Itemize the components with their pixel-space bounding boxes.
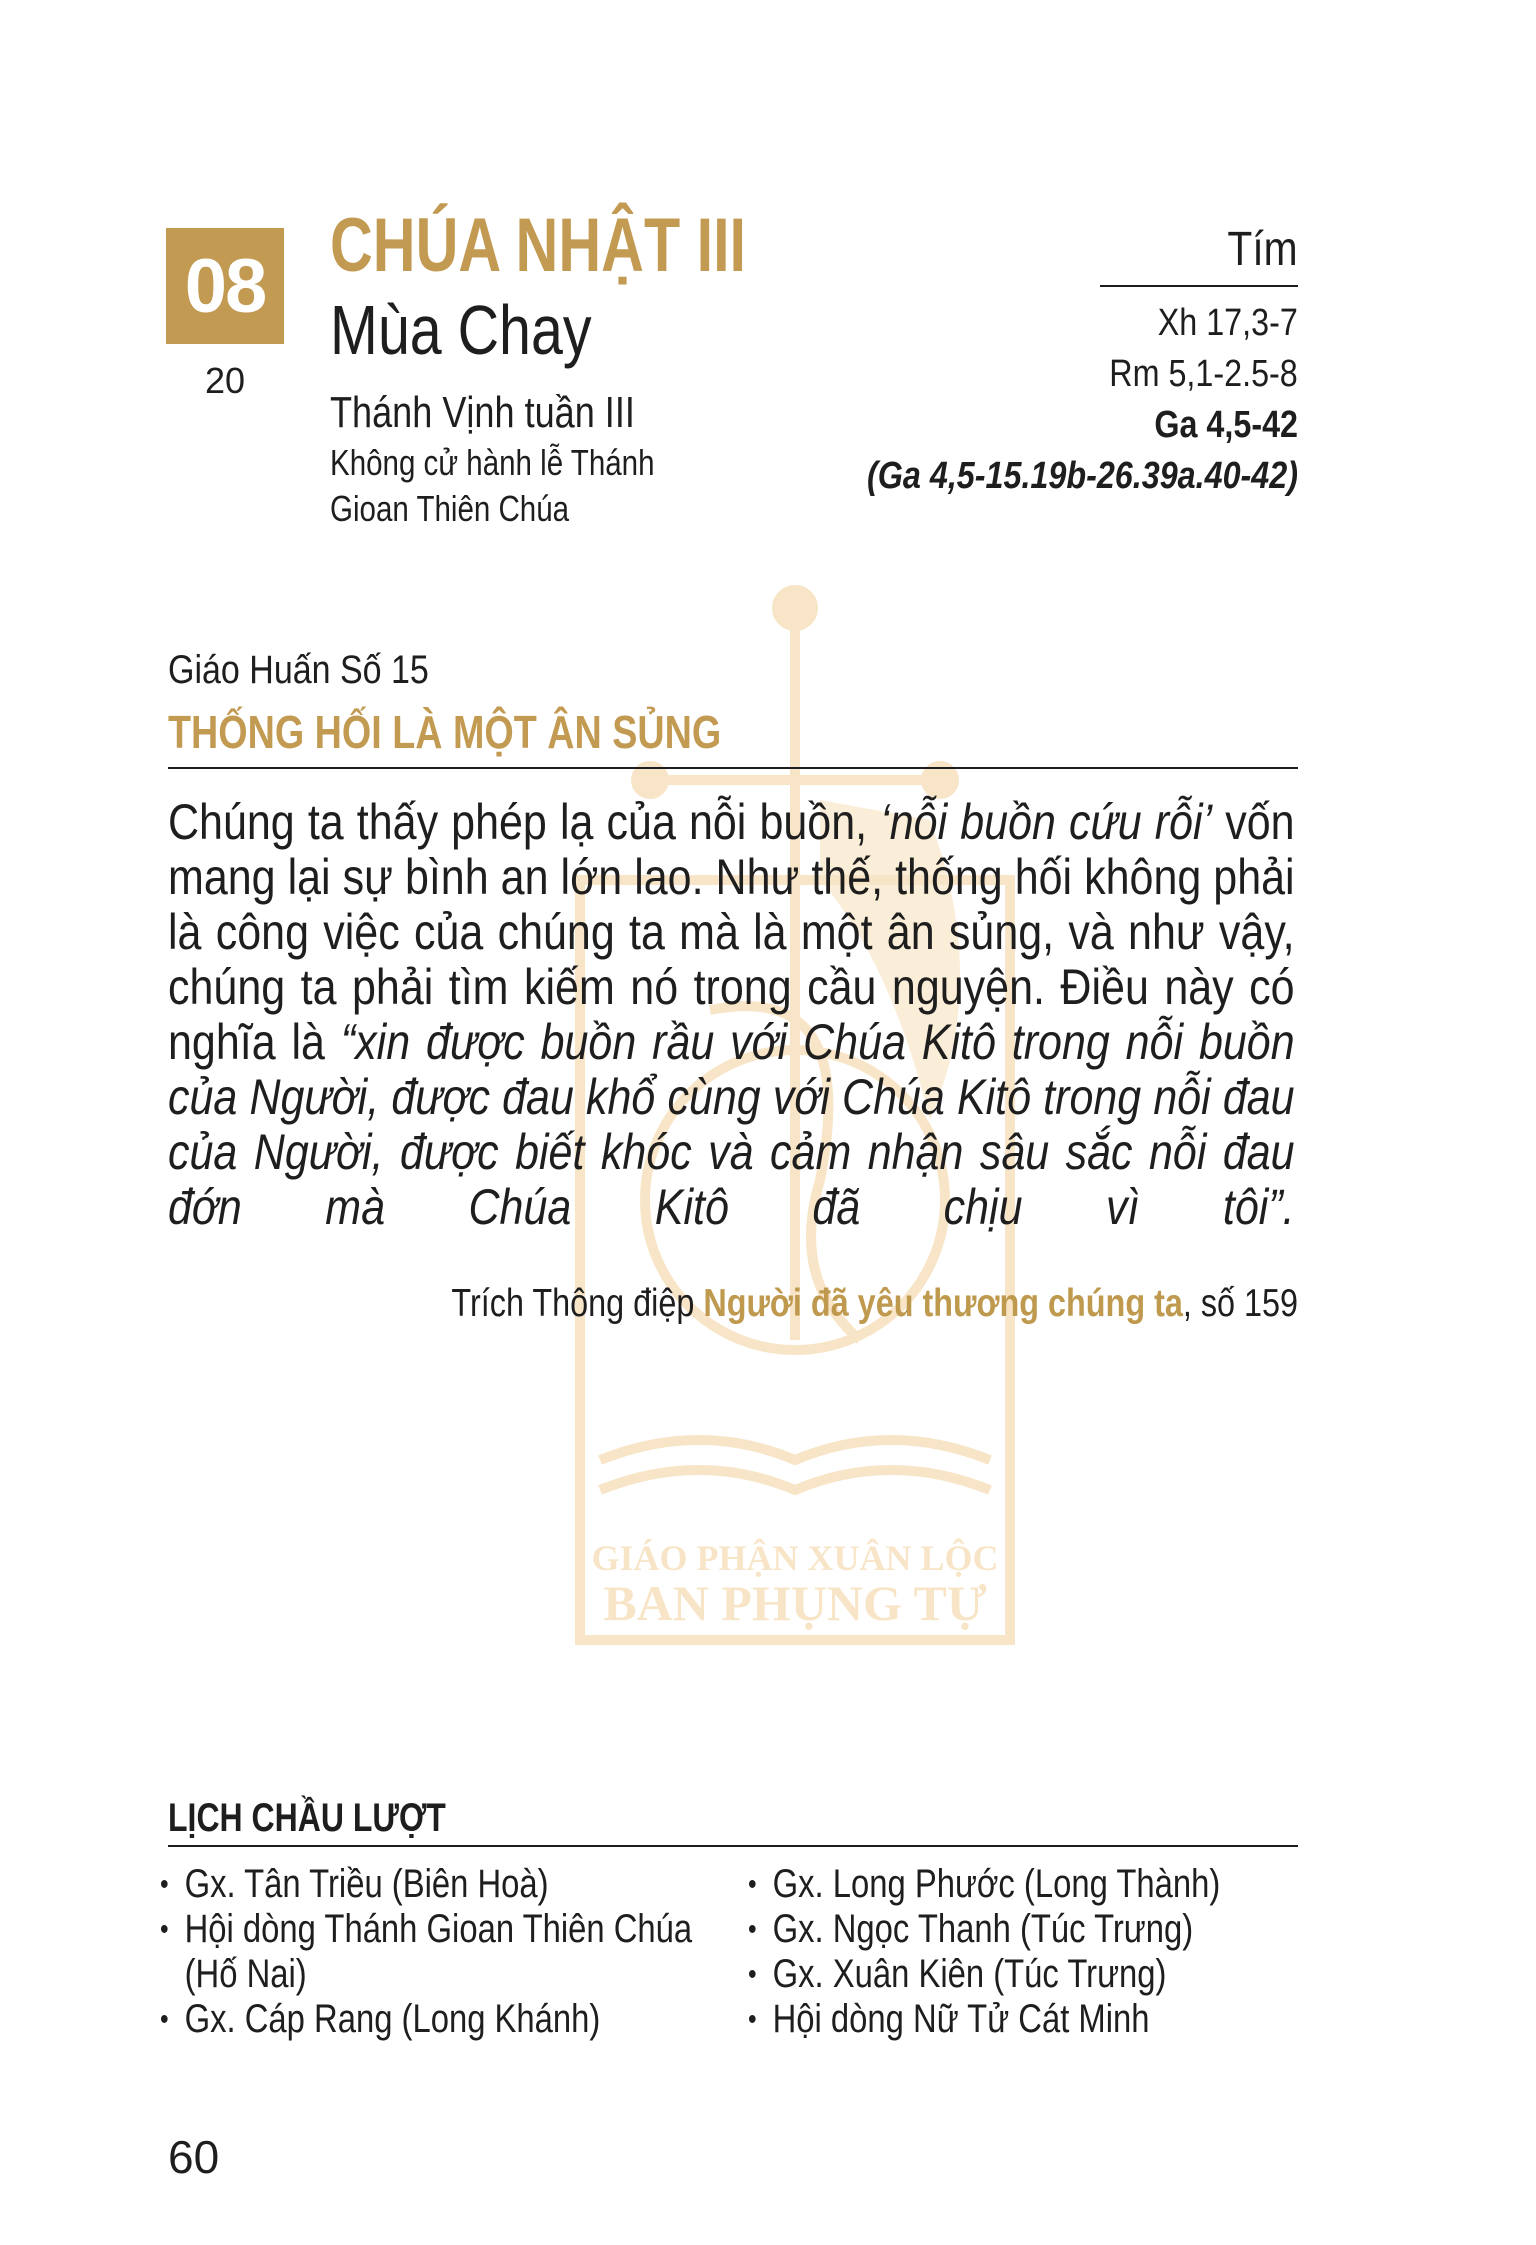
day-number: 08 xyxy=(184,243,266,329)
citation-title: Người đã yêu thương chúng ta xyxy=(703,1282,1183,1325)
feast-note: Không cử hành lễ Thánh Gioan Thiên Chúa xyxy=(330,442,655,529)
reading-second: Rm 5,1-2.5-8 xyxy=(1109,353,1298,395)
lesson-title: THỐNG HỐI LÀ MỘT ÂN SỦNG xyxy=(168,706,722,758)
watermark-line1: GIÁO PHẬN XUÂN LỘC xyxy=(591,1538,999,1578)
lesson-text-italic1: ‘nỗi buồn cứu rỗi’ xyxy=(880,794,1213,850)
week-number: 20 xyxy=(205,360,246,401)
roster-left xyxy=(160,1862,692,2042)
list-item: • Gx. Ngọc Thanh (Túc Trưng) xyxy=(748,1907,1220,1952)
roster-right xyxy=(748,1862,1220,2042)
citation-prefix: Trích Thông điệp xyxy=(451,1282,704,1325)
roster-title: LỊCH CHẦU LƯỢT xyxy=(168,1796,446,1840)
list-item: • Gx. Xuân Kiên (Túc Trưng) xyxy=(748,1952,1220,1997)
citation xyxy=(451,1282,1298,1326)
day-badge xyxy=(166,228,284,344)
lesson-text-part1: Chúng ta thấy phép lạ của nỗi buồn, xyxy=(168,794,881,850)
color-divider xyxy=(1100,285,1298,287)
lesson-text-part2: vốn mang lại sự bình an lớn lao. Như thế, thống hối không phải là công việc của chúng ta mà là một ân sủng, và như vậy, chúng ta phải tìm kiếm nó trong cầu nguyện. Điều này có nghĩa là xyxy=(168,794,1295,1070)
list-item: • Gx. Cáp Rang (Long Khánh) xyxy=(160,1997,692,2042)
watermark-line2: BAN PHỤNG TỰ xyxy=(603,1575,987,1631)
list-item-continued: (Hố Nai) xyxy=(184,1952,307,1996)
psalter-week: Thánh Vịnh tuần III xyxy=(330,388,635,437)
list-item: • Gx. Tân Triều (Biên Hoà) xyxy=(160,1862,692,1907)
reading-first: Xh 17,3-7 xyxy=(1157,302,1298,344)
reading-gospel-short: (Ga 4,5-15.19b-26.39a.40-42) xyxy=(867,455,1298,497)
season-title: Mùa Chay xyxy=(330,291,592,369)
lesson-divider xyxy=(168,767,1298,769)
liturgical-color: Tím xyxy=(1227,223,1298,276)
list-item: • Hội dòng Nữ Tử Cát Minh xyxy=(748,1997,1220,2042)
reading-gospel: Ga 4,5-42 xyxy=(1154,404,1298,446)
page-title: CHÚA NHẬT III xyxy=(330,203,747,288)
list-item: • Gx. Long Phước (Long Thành) xyxy=(748,1862,1220,1907)
citation-suffix: , số 159 xyxy=(1182,1282,1298,1325)
lesson-label: Giáo Huấn Số 15 xyxy=(168,648,429,692)
page-number: 60 xyxy=(168,2131,220,2183)
lesson-text-italic2: “xin được buồn rầu với Chúa Kitô trong nỗi buồn của Người, được đau khổ cùng với Chúa Kitô trong nỗi đau của Người, được biết khóc và cảm nhận sâu sắc nỗi đau đớn mà Chúa Kitô đã chịu vì tôi”. xyxy=(168,1014,1295,1235)
roster-divider xyxy=(168,1845,1298,1847)
lesson-text xyxy=(168,795,1295,1235)
list-item: • Hội dòng Thánh Gioan Thiên Chúa xyxy=(160,1907,692,1952)
